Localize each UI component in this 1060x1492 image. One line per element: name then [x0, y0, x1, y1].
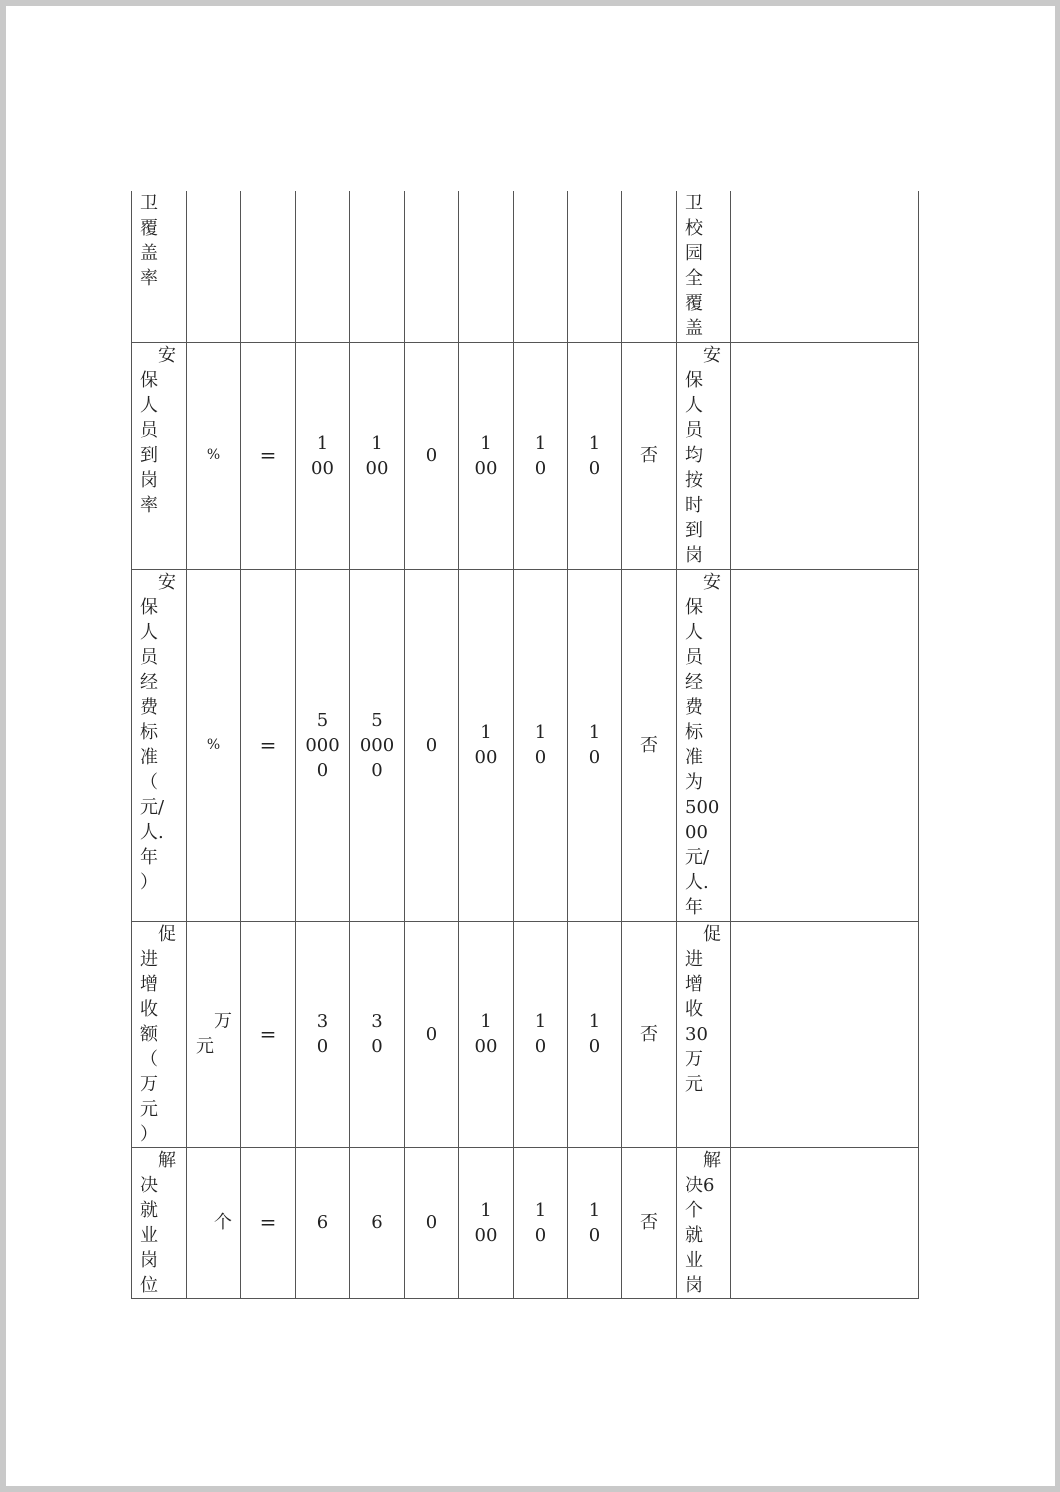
table-row [132, 342, 919, 569]
unit-cell [187, 191, 241, 342]
note-cell: 安 保 人 员 均 按 时 到 岗 [677, 342, 731, 569]
value-cell: 0 [405, 1147, 459, 1298]
value-cell: 1 0 [568, 921, 622, 1147]
actual-value-cell: 6 [350, 1147, 405, 1298]
flag-cell: 否 [622, 342, 677, 569]
note-cell: 解 决6 个 就 业 岗 [677, 1147, 731, 1298]
table-row [132, 191, 919, 342]
blank-cell [731, 191, 919, 342]
unit-cell: % [187, 342, 241, 569]
value-cell [459, 191, 514, 342]
actual-value-cell: 5 000 0 [350, 569, 405, 921]
operator-cell [241, 191, 296, 342]
blank-cell [731, 569, 919, 921]
operator-cell: = [241, 342, 296, 569]
unit-cell: % [187, 569, 241, 921]
value-cell: 1 00 [459, 569, 514, 921]
value-cell [405, 191, 459, 342]
value-cell [514, 191, 568, 342]
flag-cell: 否 [622, 921, 677, 1147]
actual-value-cell: 3 0 [350, 921, 405, 1147]
value-cell: 1 0 [514, 921, 568, 1147]
actual-value-cell: 1 00 [350, 342, 405, 569]
value-cell: 1 0 [514, 1147, 568, 1298]
actual-value-cell [350, 191, 405, 342]
value-cell: 0 [405, 921, 459, 1147]
document-page [6, 6, 1055, 1486]
indicator-cell: 解 决 就 业 岗 位 [132, 1147, 187, 1298]
indicator-cell: 促 进 增 收 额 （ 万 元 ） [132, 921, 187, 1147]
value-cell: 1 00 [459, 342, 514, 569]
target-value-cell: 3 0 [296, 921, 350, 1147]
value-cell [568, 191, 622, 342]
operator-cell: = [241, 921, 296, 1147]
value-cell: 1 0 [514, 342, 568, 569]
note-cell: 卫 校 园 全 覆 盖 [677, 191, 731, 342]
target-value-cell [296, 191, 350, 342]
value-cell: 0 [405, 569, 459, 921]
note-cell: 安 保 人 员 经 费 标 准 为 500 00 元/ 人. 年 [677, 569, 731, 921]
value-cell: 0 [405, 342, 459, 569]
value-cell: 1 0 [568, 569, 622, 921]
indicator-cell: 卫 覆 盖 率 [132, 191, 187, 342]
table-row [132, 921, 919, 1147]
value-cell: 1 00 [459, 921, 514, 1147]
unit-cell: 万 元 [187, 921, 241, 1147]
operator-cell: = [241, 569, 296, 921]
target-value-cell: 1 00 [296, 342, 350, 569]
indicator-cell: 安 保 人 员 经 费 标 准 （ 元/ 人. 年 ） [132, 569, 187, 921]
performance-indicator-table [131, 191, 919, 1299]
blank-cell [731, 1147, 919, 1298]
value-cell: 1 0 [568, 1147, 622, 1298]
flag-cell: 否 [622, 569, 677, 921]
target-value-cell: 6 [296, 1147, 350, 1298]
target-value-cell: 5 000 0 [296, 569, 350, 921]
indicator-cell: 安 保 人 员 到 岗 率 [132, 342, 187, 569]
table-row [132, 1147, 919, 1298]
value-cell: 1 00 [459, 1147, 514, 1298]
value-cell: 1 0 [514, 569, 568, 921]
table-row [132, 569, 919, 921]
flag-cell [622, 191, 677, 342]
flag-cell: 否 [622, 1147, 677, 1298]
blank-cell [731, 921, 919, 1147]
operator-cell: = [241, 1147, 296, 1298]
value-cell: 1 0 [568, 342, 622, 569]
unit-cell: 个 [187, 1147, 241, 1298]
blank-cell [731, 342, 919, 569]
note-cell: 促 进 增 收 30 万 元 [677, 921, 731, 1147]
